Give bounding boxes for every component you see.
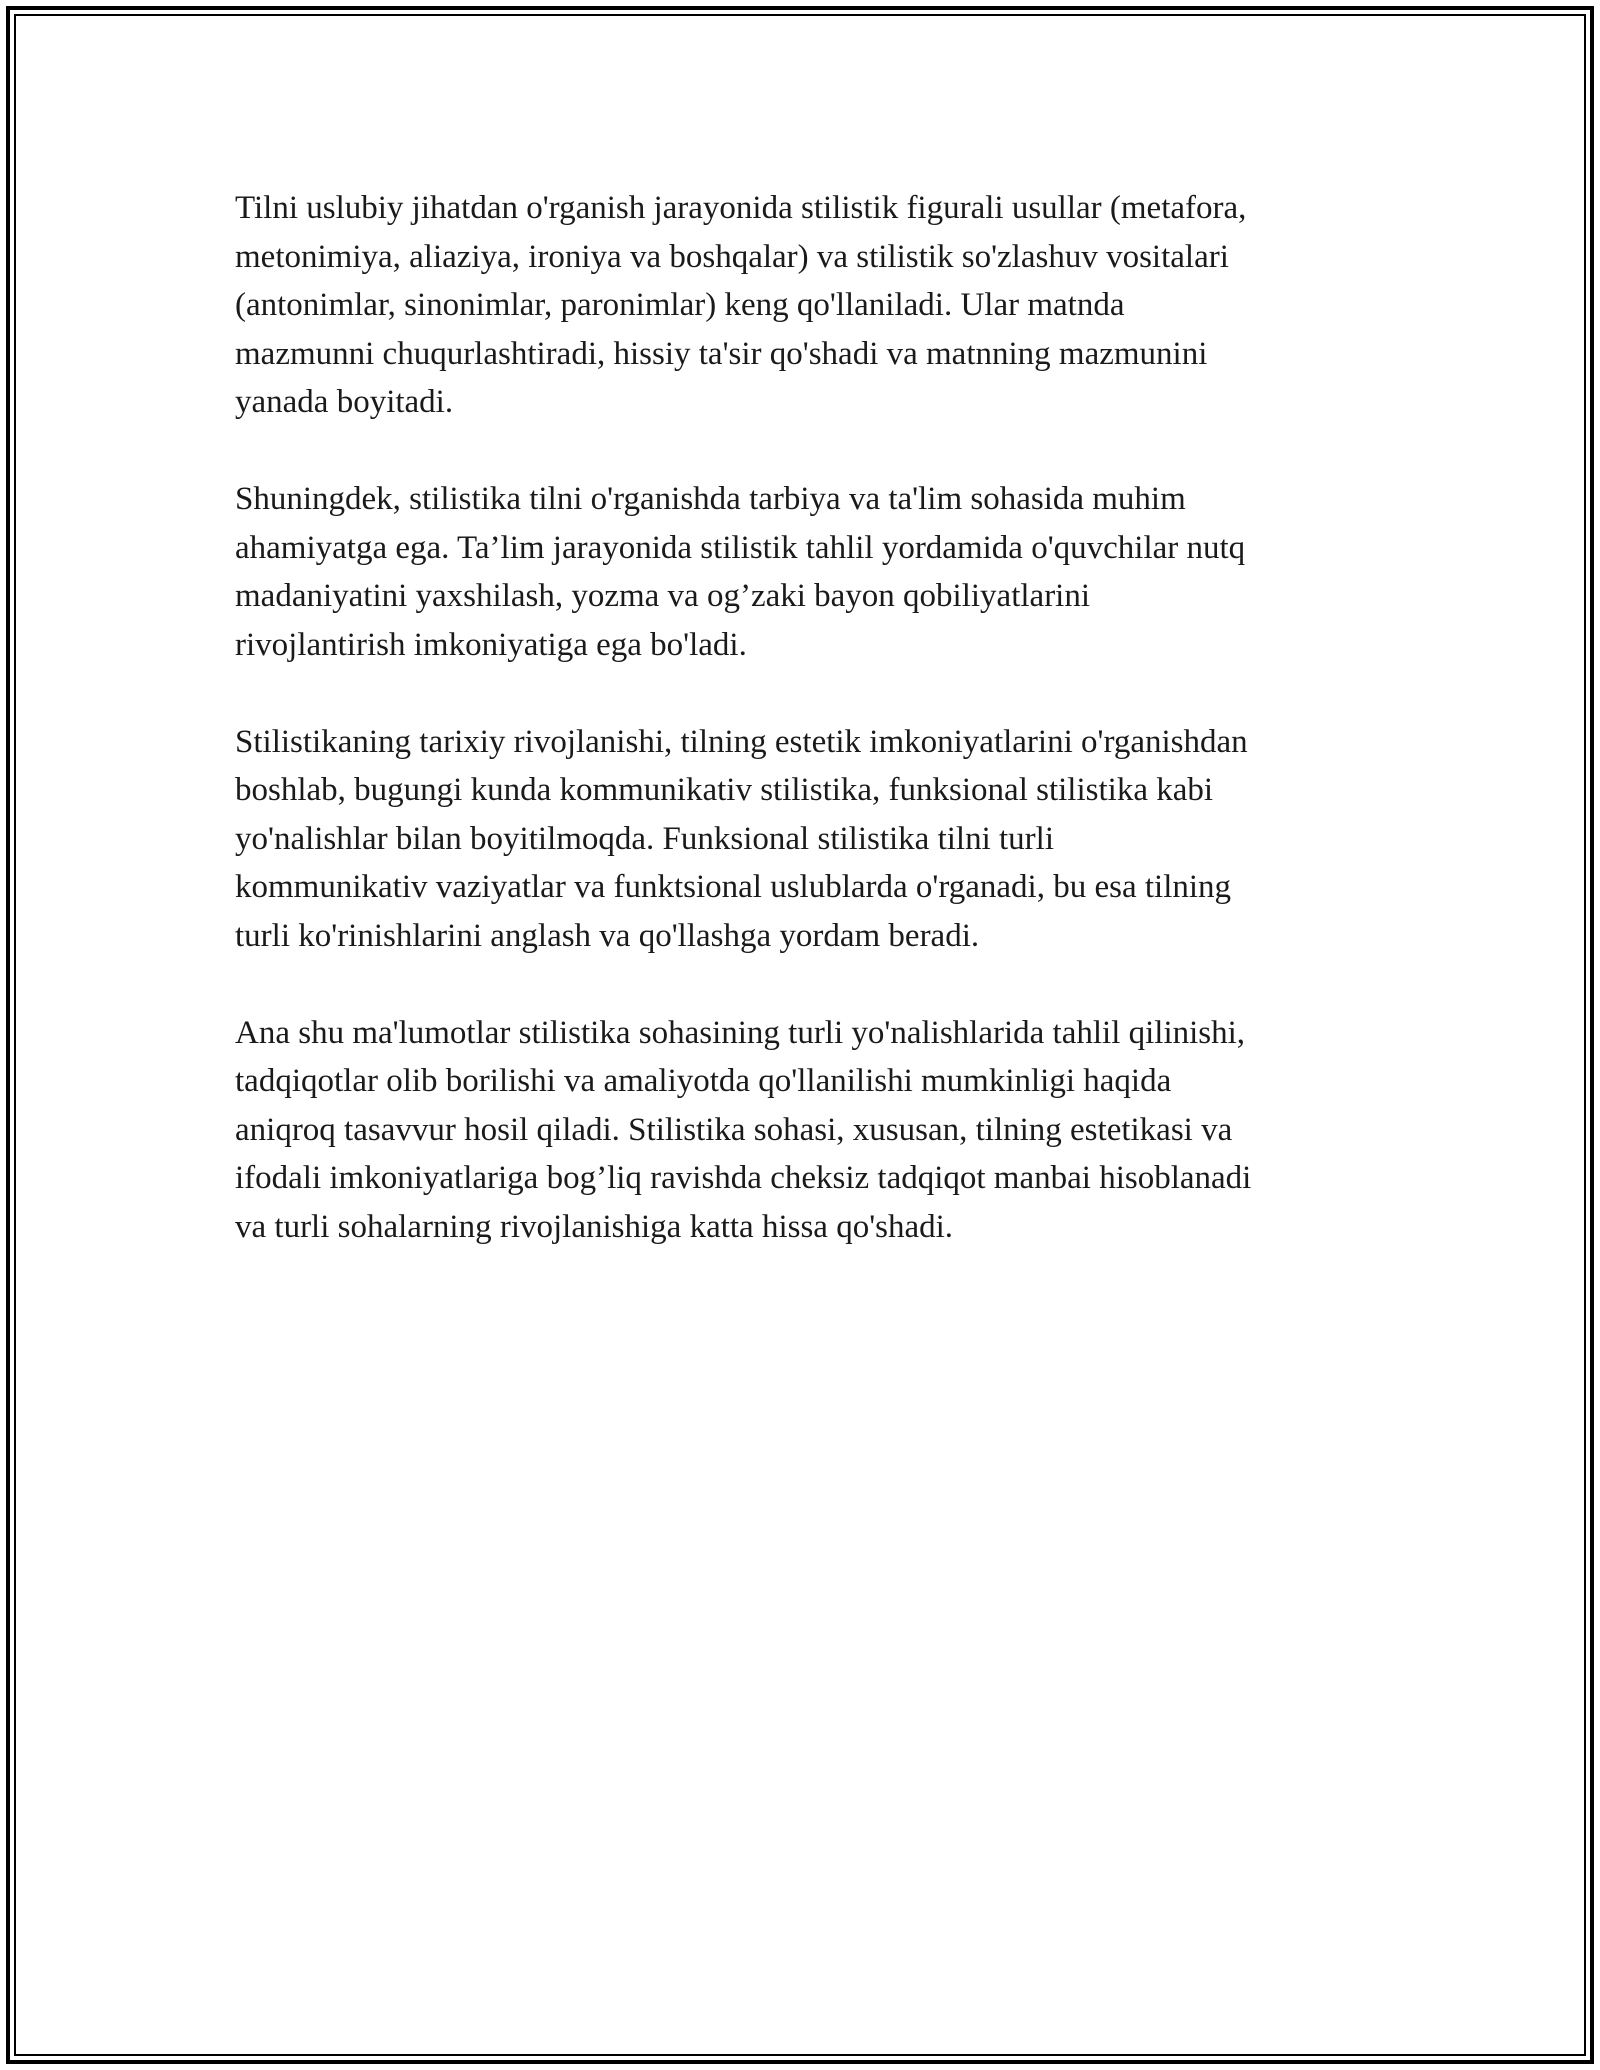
paragraph-4: Ana shu ma'lumotlar stilistika sohasining turli yo'nalishlarida tahlil qilinishi, tadqiqotlar olib borilishi va amaliyotda qo'llanilishi mumkinligi haqida aniqroq tasavvur hosil qiladi. Stilistika sohasi, xususan, tilning estetikasi va ifodali imkoniyatlariga bog’liq ravishda cheksiz tadqiqot manbai hisoblanadi va turli sohalarning rivojlanishiga katta hissa qo'shadi. [235, 1014, 1252, 1245]
paragraph-2: Shuningdek, stilistika tilni o'rganishda tarbiya va ta'lim sohasida muhim ahamiyatga ega. Ta’lim jarayonida stilistik tahlil yordamida o'quvchilar nutq madaniyatini yaxshilash, yozma va og’zaki bayon qobiliyatlarini rivojlantirish imkoniyatiga ega bo'ladi. [235, 481, 1246, 663]
document-body [235, 184, 1375, 1300]
paragraph-3: Stilistikaning tarixiy rivojlanishi, tilning estetik imkoniyatlarini o'rganishdan boshlab, bugungi kunda kommunikativ stilistika, funksional stilistika kabi yo'nalishlar bilan boyitilmoqda. Funksional stilistika tilni turli kommunikativ vaziyatlar va funktsional uslublarda o'rganadi, bu esa tilning turli ko'rinishlarini anglash va qo'llashga yordam beradi. [235, 723, 1248, 954]
paragraph-1: Tilni uslubiy jihatdan o'rganish jarayonida stilistik figurali usullar (metafora, metonimiya, aliaziya, ironiya va boshqalar) va stilistik so'zlashuv vositalari (antonimlar, sinonimlar, paronimlar) keng qo'llaniladi. Ular matnda mazmunni chuqurlashtiradi, hissiy ta'sir qo'shadi va matnning mazmunini yanada boyitadi. [235, 190, 1247, 420]
